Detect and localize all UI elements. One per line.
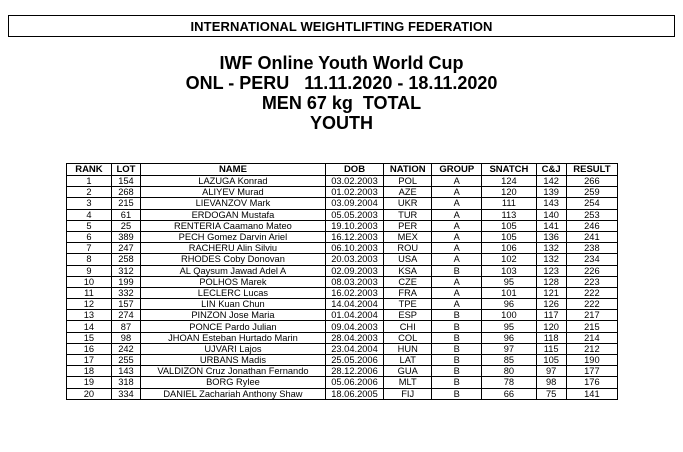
cell-snatch: 85 <box>482 355 536 366</box>
table-row <box>67 366 618 377</box>
cell-dob: 16.12.2003 <box>325 231 383 242</box>
cell-dob: 06.10.2003 <box>325 243 383 254</box>
cell-nation: PER <box>384 220 432 231</box>
cell-name: RACHERU Alin Silviu <box>141 243 326 254</box>
cell-group: B <box>432 332 482 343</box>
cell-group: A <box>432 198 482 209</box>
cell-cj: 120 <box>536 321 566 332</box>
cell-result: 141 <box>566 388 617 399</box>
cell-dob: 14.04.2004 <box>325 299 383 310</box>
cell-cj: 140 <box>536 209 566 220</box>
cell-nation: LAT <box>384 355 432 366</box>
cell-result: 214 <box>566 332 617 343</box>
table-row <box>67 243 618 254</box>
cell-dob: 05.05.2003 <box>325 209 383 220</box>
cell-rank: 19 <box>67 377 112 388</box>
cell-rank: 9 <box>67 265 112 276</box>
cell-cj: 123 <box>536 265 566 276</box>
cell-cj: 128 <box>536 276 566 287</box>
cell-name: LIEVANZOV Mark <box>141 198 326 209</box>
cell-group: B <box>432 366 482 377</box>
cell-snatch: 96 <box>482 299 536 310</box>
cell-lot: 242 <box>111 343 140 354</box>
cell-name: AL Qaysum Jawad Adel A <box>141 265 326 276</box>
cell-snatch: 105 <box>482 231 536 242</box>
cell-dob: 08.03.2003 <box>325 276 383 287</box>
cell-dob: 20.03.2003 <box>325 254 383 265</box>
col-header-name: NAME <box>141 164 326 176</box>
cell-name: JHOAN Esteban Hurtado Marin <box>141 332 326 343</box>
cell-cj: 75 <box>536 388 566 399</box>
cell-lot: 268 <box>111 187 140 198</box>
cell-nation: FRA <box>384 287 432 298</box>
event-category: MEN 67 kg TOTAL <box>261 93 422 113</box>
col-header-snatch: SNATCH <box>482 164 536 176</box>
cell-dob: 16.02.2003 <box>325 287 383 298</box>
cell-cj: 118 <box>536 332 566 343</box>
cell-nation: ESP <box>384 310 432 321</box>
cell-cj: 136 <box>536 231 566 242</box>
table-row <box>67 209 618 220</box>
cell-nation: AZE <box>384 187 432 198</box>
cell-group: B <box>432 388 482 399</box>
cell-lot: 199 <box>111 276 140 287</box>
cell-cj: 132 <box>536 254 566 265</box>
col-header-cj: C&J <box>536 164 566 176</box>
cell-group: A <box>432 176 482 187</box>
cell-rank: 2 <box>67 187 112 198</box>
cell-nation: TPE <box>384 299 432 310</box>
table-row <box>67 287 618 298</box>
cell-snatch: 66 <box>482 388 536 399</box>
cell-cj: 126 <box>536 299 566 310</box>
cell-cj: 98 <box>536 377 566 388</box>
cell-lot: 258 <box>111 254 140 265</box>
results-table <box>66 163 618 400</box>
cell-name: DANIEL Zachariah Anthony Shaw <box>141 388 326 399</box>
cell-name: ERDOGAN Mustafa <box>141 209 326 220</box>
cell-lot: 334 <box>111 388 140 399</box>
cell-name: LAZUGA Konrad <box>141 176 326 187</box>
cell-cj: 142 <box>536 176 566 187</box>
cell-name: PINZON Jose Maria <box>141 310 326 321</box>
results-body <box>67 176 618 400</box>
table-row <box>67 254 618 265</box>
cell-nation: POL <box>384 176 432 187</box>
cell-name: PONCE Pardo Julian <box>141 321 326 332</box>
cell-group: A <box>432 254 482 265</box>
cell-name: URBANS Madis <box>141 355 326 366</box>
cell-result: 259 <box>566 187 617 198</box>
cell-dob: 03.09.2004 <box>325 198 383 209</box>
cell-rank: 10 <box>67 276 112 287</box>
cell-lot: 143 <box>111 366 140 377</box>
table-row <box>67 310 618 321</box>
cell-rank: 1 <box>67 176 112 187</box>
cell-result: 215 <box>566 321 617 332</box>
cell-snatch: 95 <box>482 276 536 287</box>
cell-cj: 141 <box>536 220 566 231</box>
cell-dob: 23.04.2004 <box>325 343 383 354</box>
cell-nation: CZE <box>384 276 432 287</box>
cell-dob: 02.09.2003 <box>325 265 383 276</box>
cell-result: 266 <box>566 176 617 187</box>
table-row <box>67 231 618 242</box>
cell-cj: 139 <box>536 187 566 198</box>
cell-result: 177 <box>566 366 617 377</box>
cell-dob: 19.10.2003 <box>325 220 383 231</box>
cell-dob: 18.06.2005 <box>325 388 383 399</box>
cell-group: B <box>432 310 482 321</box>
table-row <box>67 377 618 388</box>
cell-dob: 01.04.2004 <box>325 310 383 321</box>
cell-name: RHODES Coby Donovan <box>141 254 326 265</box>
cell-group: B <box>432 321 482 332</box>
cell-snatch: 101 <box>482 287 536 298</box>
cell-group: B <box>432 355 482 366</box>
cell-nation: KSA <box>384 265 432 276</box>
cell-name: LECLERC Lucas <box>141 287 326 298</box>
cell-group: A <box>432 220 482 231</box>
table-row <box>67 276 618 287</box>
cell-lot: 255 <box>111 355 140 366</box>
cell-lot: 274 <box>111 310 140 321</box>
cell-result: 246 <box>566 220 617 231</box>
cell-result: 223 <box>566 276 617 287</box>
cell-snatch: 95 <box>482 321 536 332</box>
cell-nation: TUR <box>384 209 432 220</box>
cell-group: A <box>432 187 482 198</box>
header-row <box>67 164 618 176</box>
cell-nation: FIJ <box>384 388 432 399</box>
cell-result: 222 <box>566 299 617 310</box>
cell-lot: 247 <box>111 243 140 254</box>
cell-result: 253 <box>566 209 617 220</box>
col-header-group: GROUP <box>432 164 482 176</box>
cell-dob: 25.05.2006 <box>325 355 383 366</box>
federation-name: INTERNATIONAL WEIGHTLIFTING FEDERATION <box>190 18 493 34</box>
col-header-rank: RANK <box>67 164 112 176</box>
cell-result: 217 <box>566 310 617 321</box>
cell-nation: COL <box>384 332 432 343</box>
cell-lot: 25 <box>111 220 140 231</box>
col-header-result: RESULT <box>566 164 617 176</box>
cell-group: A <box>432 243 482 254</box>
cell-cj: 117 <box>536 310 566 321</box>
event-title: IWF Online Youth World Cup <box>219 53 464 73</box>
cell-cj: 121 <box>536 287 566 298</box>
cell-snatch: 100 <box>482 310 536 321</box>
cell-snatch: 103 <box>482 265 536 276</box>
cell-rank: 8 <box>67 254 112 265</box>
cell-rank: 18 <box>67 366 112 377</box>
cell-rank: 15 <box>67 332 112 343</box>
event-location-dates: ONL - PERU 11.11.2020 - 18.11.2020 <box>185 73 498 93</box>
cell-cj: 105 <box>536 355 566 366</box>
cell-rank: 3 <box>67 198 112 209</box>
table-row <box>67 176 618 187</box>
cell-name: POLHOS Marek <box>141 276 326 287</box>
cell-snatch: 111 <box>482 198 536 209</box>
cell-nation: UKR <box>384 198 432 209</box>
col-header-lot: LOT <box>111 164 140 176</box>
cell-cj: 97 <box>536 366 566 377</box>
cell-result: 241 <box>566 231 617 242</box>
cell-rank: 6 <box>67 231 112 242</box>
cell-group: A <box>432 299 482 310</box>
cell-rank: 12 <box>67 299 112 310</box>
cell-dob: 28.04.2003 <box>325 332 383 343</box>
cell-name: VALDIZON Cruz Jonathan Fernando <box>141 366 326 377</box>
cell-cj: 143 <box>536 198 566 209</box>
cell-rank: 7 <box>67 243 112 254</box>
cell-rank: 20 <box>67 388 112 399</box>
cell-lot: 318 <box>111 377 140 388</box>
table-row <box>67 343 618 354</box>
cell-lot: 154 <box>111 176 140 187</box>
cell-nation: ROU <box>384 243 432 254</box>
cell-dob: 09.04.2003 <box>325 321 383 332</box>
cell-result: 212 <box>566 343 617 354</box>
cell-rank: 14 <box>67 321 112 332</box>
cell-nation: HUN <box>384 343 432 354</box>
cell-snatch: 102 <box>482 254 536 265</box>
cell-result: 226 <box>566 265 617 276</box>
cell-group: A <box>432 287 482 298</box>
event-titles <box>0 53 683 133</box>
cell-lot: 157 <box>111 299 140 310</box>
cell-rank: 5 <box>67 220 112 231</box>
cell-lot: 389 <box>111 231 140 242</box>
table-row <box>67 220 618 231</box>
cell-lot: 312 <box>111 265 140 276</box>
cell-snatch: 78 <box>482 377 536 388</box>
cell-dob: 01.02.2003 <box>325 187 383 198</box>
table-row <box>67 321 618 332</box>
cell-dob: 03.02.2003 <box>325 176 383 187</box>
cell-dob: 05.06.2006 <box>325 377 383 388</box>
col-header-nation: NATION <box>384 164 432 176</box>
cell-name: RENTERIA Caamano Mateo <box>141 220 326 231</box>
cell-snatch: 105 <box>482 220 536 231</box>
table-row <box>67 198 618 209</box>
cell-rank: 4 <box>67 209 112 220</box>
cell-group: A <box>432 231 482 242</box>
table-row <box>67 187 618 198</box>
table-row <box>67 299 618 310</box>
federation-header <box>8 15 675 37</box>
cell-cj: 115 <box>536 343 566 354</box>
cell-snatch: 124 <box>482 176 536 187</box>
cell-group: B <box>432 377 482 388</box>
col-header-dob: DOB <box>325 164 383 176</box>
cell-name: LIN Kuan Chun <box>141 299 326 310</box>
cell-group: A <box>432 209 482 220</box>
table-row <box>67 265 618 276</box>
cell-nation: USA <box>384 254 432 265</box>
table-row <box>67 355 618 366</box>
cell-lot: 215 <box>111 198 140 209</box>
cell-rank: 13 <box>67 310 112 321</box>
cell-snatch: 96 <box>482 332 536 343</box>
cell-snatch: 113 <box>482 209 536 220</box>
cell-nation: CHI <box>384 321 432 332</box>
cell-nation: GUA <box>384 366 432 377</box>
cell-snatch: 80 <box>482 366 536 377</box>
cell-name: BORG Rylee <box>141 377 326 388</box>
cell-lot: 98 <box>111 332 140 343</box>
cell-result: 176 <box>566 377 617 388</box>
cell-result: 238 <box>566 243 617 254</box>
table-row <box>67 388 618 399</box>
table-row <box>67 332 618 343</box>
cell-name: PECH Gomez Darvin Ariel <box>141 231 326 242</box>
cell-lot: 332 <box>111 287 140 298</box>
cell-name: ALIYEV Murad <box>141 187 326 198</box>
cell-result: 234 <box>566 254 617 265</box>
cell-lot: 61 <box>111 209 140 220</box>
cell-group: A <box>432 276 482 287</box>
cell-rank: 11 <box>67 287 112 298</box>
cell-group: B <box>432 265 482 276</box>
cell-cj: 132 <box>536 243 566 254</box>
cell-name: UJVARI Lajos <box>141 343 326 354</box>
cell-result: 222 <box>566 287 617 298</box>
cell-result: 254 <box>566 198 617 209</box>
cell-group: B <box>432 343 482 354</box>
cell-nation: MEX <box>384 231 432 242</box>
event-age-group: YOUTH <box>310 113 373 133</box>
cell-rank: 17 <box>67 355 112 366</box>
cell-snatch: 97 <box>482 343 536 354</box>
cell-nation: MLT <box>384 377 432 388</box>
cell-snatch: 120 <box>482 187 536 198</box>
cell-result: 190 <box>566 355 617 366</box>
cell-rank: 16 <box>67 343 112 354</box>
cell-lot: 87 <box>111 321 140 332</box>
cell-dob: 28.12.2006 <box>325 366 383 377</box>
cell-snatch: 106 <box>482 243 536 254</box>
